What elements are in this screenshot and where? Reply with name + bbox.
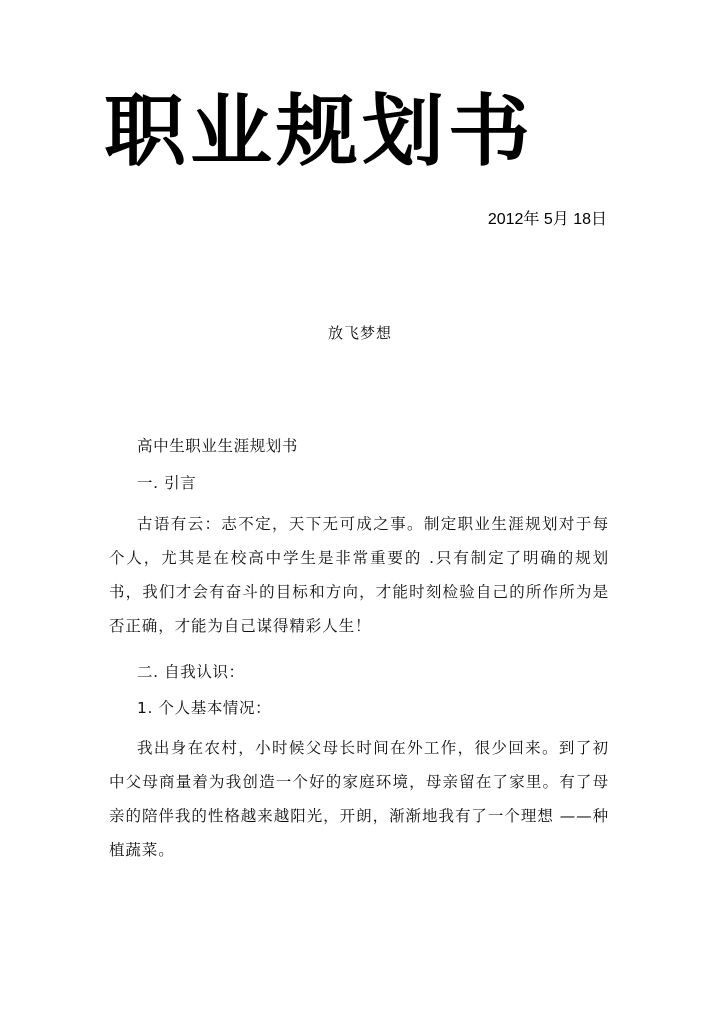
document-subtitle: 放飞梦想: [327, 324, 392, 342]
document-title: 职业规划书: [104, 85, 535, 178]
document-heading: 高中生职业生涯规划书: [137, 437, 299, 455]
subsection-1-paragraph: 我出身在农村，小时候父母长时间在外工作，很少回来。到了初中父母商量着为我创造一个好的家庭环境，母亲留在了家里。有了母亲的陪伴我的性格越来越阳光，开朗，渐渐地我有了一个理想 ——种植蔬菜。: [109, 739, 609, 859]
section-1-paragraph: 古语有云：志不定，天下无可成之事。制定职业生涯规划对于每个人，尤其是在校高中学生是非常重要的 .只有制定了明确的规划书，我们才会有奋斗的目标和方向，才能时刻检验自己的所作所为是否正确，才能为自己谋得精彩人生！: [109, 515, 609, 635]
subsection-1-title: 1. 个人基本情况：: [137, 699, 272, 717]
section-1-title: 一. 引言: [137, 474, 197, 492]
document-date: 2012年 5月 18日: [487, 211, 607, 228]
section-2-title: 二. 自我认识：: [137, 663, 245, 681]
